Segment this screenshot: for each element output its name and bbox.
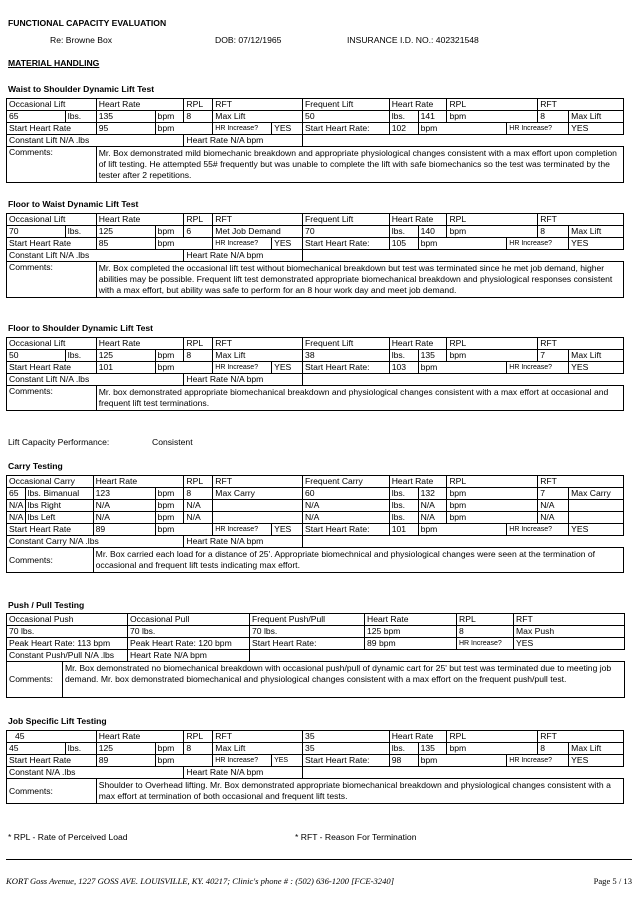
rft-note: * RFT - Reason For Termination <box>295 832 417 842</box>
table-cell: N/A <box>184 512 213 524</box>
header-cell: Heart Rate <box>96 99 184 111</box>
footer <box>6 876 632 886</box>
comments-label: Comments: <box>7 262 97 298</box>
header-cell: Frequent Lift <box>303 214 390 226</box>
header-cell: RPL <box>447 99 538 111</box>
header-cell: RPL <box>184 338 213 350</box>
header-cell: RPL <box>457 614 514 626</box>
table-cell: lbs. <box>389 226 418 238</box>
table-cell: Constant Lift N/A .lbs <box>7 374 184 386</box>
table-row <box>7 650 625 662</box>
table-cell: 45 <box>7 743 66 755</box>
comments-text: Mr. Box carried each load for a distance of 25'. Appropriate biomechnical and physiological changes were seen at the termination of occasional and frequent lift tests indicating max effort. <box>93 548 623 573</box>
table-row <box>7 755 624 767</box>
table-cell: bpm <box>155 226 184 238</box>
table-cell: Heart Rate N/A bpm <box>184 536 303 548</box>
table-cell: YES <box>272 238 303 250</box>
table-cell: YES <box>569 524 624 536</box>
table-cell: 70 lbs. <box>7 626 128 638</box>
table-cell: Peak Heart Rate: 120 bpm <box>128 638 250 650</box>
table-cell: YES <box>569 755 624 767</box>
table-cell: Start Heart Rate: <box>250 638 365 650</box>
floor-waist-table <box>6 213 624 298</box>
table-cell: Start Heart Rate <box>7 123 97 135</box>
table-cell: 70 lbs. <box>250 626 365 638</box>
table-cell: 8 <box>184 488 213 500</box>
table-cell: Max Lift <box>569 226 624 238</box>
header-cell: RFT <box>213 476 303 488</box>
header-cell: RFT <box>538 214 624 226</box>
job-specific-table <box>6 730 624 804</box>
table-cell: 8 <box>538 226 569 238</box>
header-cell: RFT <box>538 338 624 350</box>
table-cell: Constant Lift N/A .lbs <box>7 250 184 262</box>
header-cell: Frequent Push/Pull <box>250 614 365 626</box>
table-cell: YES <box>569 123 624 135</box>
comments-label: Comments: <box>7 386 97 411</box>
comments-label: Comments: <box>7 147 97 183</box>
table-cell: bpm <box>155 238 213 250</box>
table-cell: YES <box>272 755 303 767</box>
table-cell: HR Increase? <box>213 524 272 536</box>
table-cell: bpm <box>447 512 538 524</box>
table-row <box>7 135 624 147</box>
table-cell: N/A <box>303 500 390 512</box>
table-cell: Peak Heart Rate: 113 bpm <box>7 638 128 650</box>
header-cell: RFT <box>213 99 303 111</box>
table-cell: N/A <box>538 500 569 512</box>
table-cell: lbs. <box>389 512 418 524</box>
table-cell: bpm <box>155 524 213 536</box>
table-cell: 65 <box>7 488 26 500</box>
table-cell: N/A <box>538 512 569 524</box>
table-cell: lbs Right <box>25 500 93 512</box>
table-cell <box>213 500 303 512</box>
table-cell: bpm <box>447 226 538 238</box>
table-cell: bpm <box>418 755 507 767</box>
table-cell: 125 bpm <box>365 626 457 638</box>
table-cell: bpm <box>155 512 184 524</box>
table-row <box>7 226 624 238</box>
table-cell: bpm <box>447 111 538 123</box>
table-cell: 89 <box>93 524 155 536</box>
header-cell: RFT <box>213 731 303 743</box>
table-cell: 8 <box>457 626 514 638</box>
table-cell: bpm <box>155 350 184 362</box>
header-cell: RFT <box>514 614 625 626</box>
table-cell: 102 <box>389 123 418 135</box>
table-cell: Max Push <box>514 626 625 638</box>
table-cell: Start Heart Rate <box>7 238 97 250</box>
table-cell: N/A <box>184 500 213 512</box>
table-cell: 6 <box>184 226 213 238</box>
table-cell: HR Increase? <box>507 238 569 250</box>
table-cell: HR Increase? <box>507 524 569 536</box>
header-cell: Frequent Lift <box>303 99 390 111</box>
table-cell: HR Increase? <box>213 755 272 767</box>
table-header-row <box>7 338 624 350</box>
header-cell: Occasional Carry <box>7 476 94 488</box>
table-cell: Constant Carry N/A .lbs <box>7 536 184 548</box>
floor-shoulder-table <box>6 337 624 411</box>
table-cell: 105 <box>389 238 418 250</box>
carry-title: Carry Testing <box>8 461 63 471</box>
job-specific-title: Job Specific Lift Testing <box>8 716 107 726</box>
table-cell: HR Increase? <box>457 638 514 650</box>
table-cell: 50 <box>303 111 390 123</box>
header-cell: RFT <box>213 338 303 350</box>
page-number: Page 5 / 13 <box>593 876 632 886</box>
table-row <box>7 524 624 536</box>
insurance-id: INSURANCE I.D. NO.: 402321548 <box>347 35 479 45</box>
table-cell: lbs. <box>65 111 96 123</box>
comments-row <box>7 662 625 698</box>
header-cell: RFT <box>213 214 303 226</box>
header-cell: Heart Rate <box>389 476 447 488</box>
table-cell: lbs. Bimanual <box>25 488 93 500</box>
comments-row <box>7 147 624 183</box>
footer-clinic-info: KORT Goss Avenue, 1227 GOSS AVE. LOUISVILLE, KY. 40217; Clinic's phone # : (502) 636-1200 [FCE-3240] <box>6 876 395 886</box>
table-cell: 125 <box>96 743 155 755</box>
table-cell: bpm <box>155 123 213 135</box>
table-header-row <box>7 614 625 626</box>
table-header-row <box>7 214 624 226</box>
table-header-row <box>7 731 624 743</box>
header-cell: Occasional Push <box>7 614 128 626</box>
comments-text: Mr. box demonstrated appropriate biomechanical breakdown and physiological changes consistent with a max effort at occasional and frequent lift test terminations. <box>96 386 623 411</box>
header-cell: Occasional Pull <box>128 614 250 626</box>
rpl-note: * RPL - Rate of Perceived Load <box>8 832 128 842</box>
table-cell: N/A <box>93 512 155 524</box>
header-cell: Occasional Lift <box>7 99 97 111</box>
table-cell: 135 <box>418 350 447 362</box>
header-cell: 35 <box>303 731 390 743</box>
header-cell: Heart Rate <box>365 614 457 626</box>
table-cell: 70 lbs. <box>128 626 250 638</box>
table-cell: lbs. <box>389 500 418 512</box>
table-row <box>7 238 624 250</box>
table-cell: bpm <box>155 500 184 512</box>
header-cell: RPL <box>447 731 538 743</box>
table-cell: 70 <box>7 226 66 238</box>
table-cell: HR Increase? <box>213 123 272 135</box>
lift-capacity-value: Consistent <box>152 437 193 447</box>
patient-dob: DOB: 07/12/1965 <box>215 35 282 45</box>
table-header-row <box>7 476 624 488</box>
table-cell: 135 <box>96 111 155 123</box>
table-cell: N/A <box>7 512 26 524</box>
table-cell: 101 <box>389 524 418 536</box>
table-cell: 8 <box>184 350 213 362</box>
table-cell: YES <box>272 524 303 536</box>
table-cell: N/A <box>93 500 155 512</box>
comments-row <box>7 262 624 298</box>
table-cell: HR Increase? <box>507 123 569 135</box>
table-cell: lbs. <box>65 743 96 755</box>
table-cell: HR Increase? <box>213 362 272 374</box>
table-cell: Heart Rate N/A bpm <box>184 135 303 147</box>
table-cell: N/A <box>7 500 26 512</box>
table-row <box>7 638 625 650</box>
header-cell: RPL <box>184 731 213 743</box>
comments-label: Comments: <box>7 548 94 573</box>
table-row <box>7 350 624 362</box>
table-cell: bpm <box>447 743 538 755</box>
header-cell: RFT <box>538 731 624 743</box>
table-cell: 8 <box>538 743 569 755</box>
table-cell: Max Lift <box>569 111 624 123</box>
table-cell: YES <box>569 362 624 374</box>
table-row <box>7 767 624 779</box>
header-cell: 45 <box>7 731 97 743</box>
table-cell: 85 <box>96 238 155 250</box>
header-cell: RFT <box>538 99 624 111</box>
table-cell: N/A <box>418 500 447 512</box>
table-cell: YES <box>272 123 303 135</box>
table-row <box>7 743 624 755</box>
table-cell: 35 <box>303 743 390 755</box>
comments-text: Mr. Box demonstrated no biomechanical breakdown with occasional push/pull of dynamic cart for 25' but test was terminated due to meeting job demand. Mr. box demonstrated biomechanical and physiological changes consistent with a max effort on the frequent push/pull test. <box>63 662 625 698</box>
header-cell: RPL <box>447 476 538 488</box>
table-cell: Max Carry <box>569 488 624 500</box>
table-cell: 60 <box>303 488 390 500</box>
table-cell: lbs Left <box>25 512 93 524</box>
table-cell: bpm <box>447 500 538 512</box>
table-cell: 101 <box>96 362 155 374</box>
table-cell: HR Increase? <box>507 755 569 767</box>
table-cell: bpm <box>155 755 213 767</box>
table-cell: lbs. <box>389 743 418 755</box>
table-row <box>7 488 624 500</box>
table-cell: 140 <box>418 226 447 238</box>
floor-shoulder-title: Floor to Shoulder Dynamic Lift Test <box>8 323 153 333</box>
table-cell: bpm <box>155 111 184 123</box>
table-row <box>7 500 624 512</box>
table-cell: 103 <box>389 362 418 374</box>
table-cell: lbs. <box>389 111 418 123</box>
table-cell: Heart Rate N/A bpm <box>128 650 250 662</box>
lift-capacity-label: Lift Capacity Performance: <box>8 437 110 447</box>
table-cell: bpm <box>418 123 507 135</box>
table-cell: HR Increase? <box>507 362 569 374</box>
floor-waist-title: Floor to Waist Dynamic Lift Test <box>8 199 139 209</box>
comments-text: Shoulder to Overhead lifting. Mr. Box demonstrated appropriate biomechanical breakdown and physiological changes consistent with a max effort at termination of both occasional and frequent lift tests. <box>96 779 623 804</box>
header-cell: RPL <box>184 214 213 226</box>
table-cell: lbs. <box>65 226 96 238</box>
table-cell: 38 <box>303 350 390 362</box>
table-cell: 8 <box>184 111 213 123</box>
header-cell: Heart Rate <box>389 731 447 743</box>
patient-name: Re: Browne Box <box>50 35 113 45</box>
table-cell: YES <box>569 238 624 250</box>
table-cell: Start Heart Rate <box>7 524 94 536</box>
footer-divider <box>6 859 632 860</box>
header-cell: Heart Rate <box>389 214 447 226</box>
table-cell: Max Carry <box>213 488 303 500</box>
push-pull-table <box>6 613 625 698</box>
table-cell: bpm <box>155 488 184 500</box>
table-cell: 132 <box>418 488 447 500</box>
comments-row <box>7 548 624 573</box>
table-row <box>7 512 624 524</box>
table-cell: lbs. <box>389 488 418 500</box>
document-title: FUNCTIONAL CAPACITY EVALUATION <box>8 18 167 28</box>
table-cell: N/A <box>303 512 390 524</box>
table-row <box>7 111 624 123</box>
table-cell <box>569 512 624 524</box>
header-cell: Heart Rate <box>96 338 184 350</box>
table-cell: Heart Rate N/A bpm <box>184 767 303 779</box>
comments-text: Mr. Box demonstrated mild biomechanic breakdown and appropriate physiological changes consistent with a max effort upon completion of lift testing. He attempted 55# frequently but was unable to complete the lift with safe biomechanics so the test was terminated by the tester after 2 repetitions. <box>96 147 623 183</box>
table-cell: 7 <box>538 350 569 362</box>
table-cell: bpm <box>447 350 538 362</box>
header-cell: RPL <box>447 338 538 350</box>
comments-row <box>7 386 624 411</box>
comments-text: Mr. Box completed the occasional lift test without biomechanical breakdown but test was terminated since he met job demand, higher abilities may be possible. Frequent lift test demonstrated appropriate biomechanical breakdown and physiological responses consistent with a max effort, but ability was safe to perform for an 8 hour work day and meet job demand. <box>96 262 623 298</box>
header-cell: RPL <box>184 99 213 111</box>
table-row <box>7 250 624 262</box>
table-cell: 7 <box>538 488 569 500</box>
carry-table <box>6 475 624 573</box>
table-cell: Start Heart Rate: <box>303 755 390 767</box>
table-cell: bpm <box>155 743 184 755</box>
table-cell: 98 <box>389 755 418 767</box>
table-cell: N/A <box>418 512 447 524</box>
header-cell: RFT <box>538 476 624 488</box>
table-cell: Max Lift <box>213 111 303 123</box>
table-cell: Max Lift <box>213 743 303 755</box>
waist-shoulder-title: Waist to Shoulder Dynamic Lift Test <box>8 84 155 94</box>
table-cell: Constant N/A .lbs <box>7 767 184 779</box>
header-cell: Heart Rate <box>389 338 447 350</box>
table-cell: bpm <box>447 488 538 500</box>
section-heading: MATERIAL HANDLING <box>8 58 100 68</box>
table-cell: Start Heart Rate: <box>303 238 390 250</box>
table-row <box>7 536 624 548</box>
header-cell: RPL <box>184 476 213 488</box>
table-cell: Met Job Demand <box>213 226 303 238</box>
table-cell: 65 <box>7 111 66 123</box>
table-cell: 89 bpm <box>365 638 457 650</box>
table-cell: Start Heart Rate <box>7 755 97 767</box>
table-header-row <box>7 99 624 111</box>
comments-row <box>7 779 624 804</box>
table-cell: bpm <box>418 238 507 250</box>
table-row <box>7 626 625 638</box>
table-cell: YES <box>272 362 303 374</box>
table-cell: HR Increase? <box>213 238 272 250</box>
table-cell: Start Heart Rate: <box>303 123 390 135</box>
header-cell: Heart Rate <box>96 731 184 743</box>
table-cell: Max Lift <box>213 350 303 362</box>
table-cell <box>213 512 303 524</box>
table-cell: bpm <box>155 362 213 374</box>
table-cell: 141 <box>418 111 447 123</box>
table-cell: 8 <box>538 111 569 123</box>
comments-label: Comments: <box>7 779 97 804</box>
table-cell: 89 <box>96 755 155 767</box>
table-cell: Constant Lift N/A .lbs <box>7 135 184 147</box>
table-cell: 125 <box>96 350 155 362</box>
table-cell: 70 <box>303 226 390 238</box>
waist-shoulder-table <box>6 98 624 183</box>
table-cell: Max Lift <box>569 743 624 755</box>
table-cell: 8 <box>184 743 213 755</box>
header-cell: Heart Rate <box>389 99 447 111</box>
table-cell: 123 <box>93 488 155 500</box>
push-pull-title: Push / Pull Testing <box>8 600 85 610</box>
table-row <box>7 362 624 374</box>
table-cell: 125 <box>96 226 155 238</box>
table-cell: 95 <box>96 123 155 135</box>
table-cell: Constant Push/Pull N/A .lbs <box>7 650 128 662</box>
table-cell: Start Heart Rate: <box>303 362 390 374</box>
header-cell: Heart Rate <box>96 214 184 226</box>
table-cell: Start Heart Rate: <box>303 524 390 536</box>
table-row <box>7 123 624 135</box>
table-cell: Heart Rate N/A bpm <box>184 250 303 262</box>
header-cell: Occasional Lift <box>7 214 97 226</box>
header-cell: Frequent Carry <box>303 476 390 488</box>
table-cell: 50 <box>7 350 66 362</box>
table-cell: bpm <box>418 362 507 374</box>
table-row <box>7 374 624 386</box>
table-cell: YES <box>514 638 625 650</box>
header-cell: RPL <box>447 214 538 226</box>
header-cell: Occasional Lift <box>7 338 97 350</box>
table-cell: Heart Rate N/A bpm <box>184 374 303 386</box>
table-cell <box>569 500 624 512</box>
table-cell: bpm <box>418 524 507 536</box>
table-cell: Max Lift <box>569 350 624 362</box>
table-cell: Start Heart Rate <box>7 362 97 374</box>
table-cell: 135 <box>418 743 447 755</box>
header-cell: Heart Rate <box>93 476 184 488</box>
table-cell: lbs. <box>65 350 96 362</box>
table-cell: lbs. <box>389 350 418 362</box>
header-cell: Frequent Lift <box>303 338 390 350</box>
comments-label: Comments: <box>7 662 63 698</box>
